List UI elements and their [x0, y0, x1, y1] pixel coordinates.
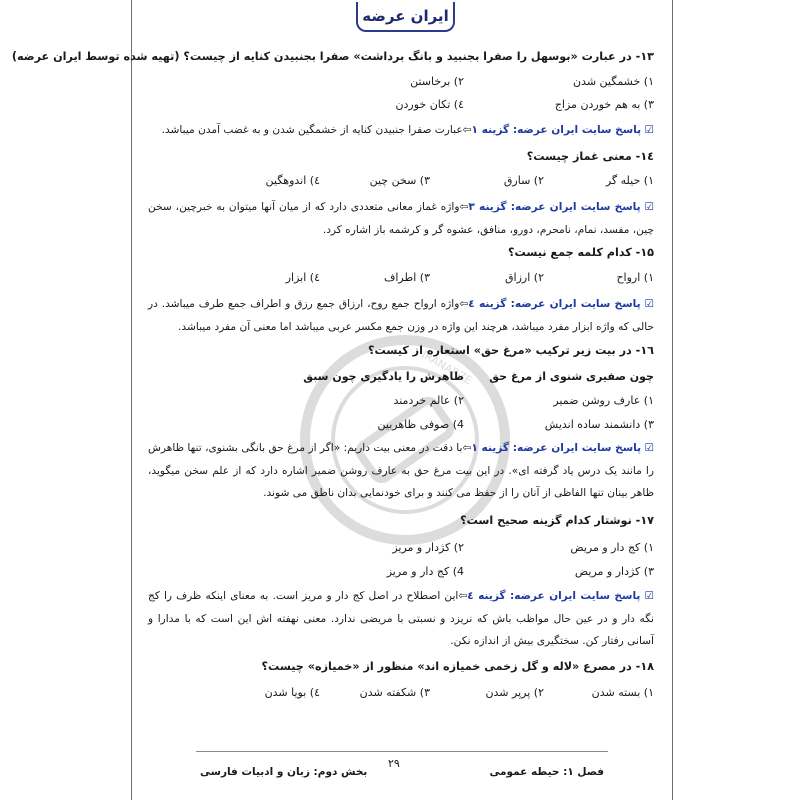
footer-section-title: بخش دوم: زبان و ادبیات فارسی — [200, 766, 368, 778]
q15-option-3: ۳) اطراف — [383, 271, 430, 284]
q14-option-3: ۳) سخن چین — [369, 174, 430, 187]
question-17: ۱۷- نوشتار کدام گزینه صحیح است؟ — [460, 514, 654, 527]
question-16: ۱٦- در بیت زیر ترکیب «مرغ حق» استعاره از کیست؟ — [368, 344, 654, 357]
q13-option-2: ۲) برخاستن — [410, 75, 464, 88]
q18-option-2: ۲) پرپر شدن — [485, 686, 544, 699]
page-number: ۲۹ — [388, 757, 400, 770]
q17-option-2: ۲) کژدار و مریز — [392, 541, 464, 554]
q16-answer-text: ⇦با دقت در معنی بیت داریم: «اگر از مرغ حق بانگی بشنوی، تنها ظاهرش را مانند یک درس یاد گرفته ای». در این بیت مرغ حق به عارف روشن ضمیر اشاره دارد که از علم سخن میگوید، ظاهر بینان تنها الفاظی از آنان را از حفظ می کنند و برای خودنمایی بدان ناطق می شوند. — [148, 442, 654, 499]
brand-logo — [356, 2, 455, 32]
question-15: ۱۵- کدام کلمه جمع نیست؟ — [508, 246, 654, 259]
q15-option-1: ۱) ارواح — [616, 271, 654, 284]
q18-option-1: ۱) بسته شدن — [591, 686, 654, 699]
q16-verse-second-hemistich: ظاهرش را یادگیری چون سبق — [303, 370, 464, 383]
q17-option-4: 4) کج دار و مریز — [386, 565, 464, 578]
checkbox-icon: ☑ — [644, 201, 654, 213]
q14-option-1: ۱) حیله گر — [605, 174, 654, 187]
q17-answer-label: پاسخ سایت ایران عرضه: گزینه ٤ — [467, 590, 641, 602]
checkbox-icon: ☑ — [644, 590, 654, 602]
page-border-right — [672, 0, 673, 800]
footer-divider — [196, 751, 608, 752]
watermark-text: IRANARZE — [419, 348, 475, 388]
q15-answer — [148, 293, 654, 338]
question-13: ۱۳- در عبارت «بوسهل را صفرا بجنبید و بانگ برداشت» صفرا بجنبیدن کنایه از چیست؟ (تهیه شده توسط ایران عرضه) — [11, 50, 654, 63]
q18-option-3: ۳) شکفته شدن — [359, 686, 430, 699]
q18-option-4: ٤) بویا شدن — [264, 686, 320, 699]
checkbox-icon: ☑ — [644, 298, 654, 310]
q13-answer-text: ⇦عبارت صفرا جنبیدن کنایه از خشمگین شدن و به غضب آمدن میباشد. — [161, 124, 472, 136]
q15-answer-label: پاسخ سایت ایران عرضه: گزینه ٤ — [468, 298, 641, 310]
q17-option-3: ۳) کژدار و مریض — [574, 565, 654, 578]
q13-answer — [148, 119, 654, 142]
checkbox-icon: ☑ — [644, 124, 654, 136]
q13-option-1: ۱) خشمگین شدن — [572, 75, 654, 88]
q15-option-2: ۲) ارزاق — [505, 271, 544, 284]
q14-option-4: ٤) اندوهگین — [265, 174, 320, 187]
q16-option-1: ۱) عارف روشن ضمیر — [553, 394, 654, 407]
checkbox-icon: ☑ — [644, 442, 654, 454]
q16-option-3: ۳) دانشمند ساده اندیش — [544, 418, 654, 431]
q14-answer-label: پاسخ سایت ایران عرضه: گزینه ۳ — [468, 201, 641, 213]
q16-option-2: ۲) عالم خردمند — [393, 394, 464, 407]
q14-answer-text: ⇦واژه غماز معانی متعددی دارد که از میان آنها میتوان به خبرچین، سخن چین، مفسد، نمام، نامحرم، دورو، منافق، عشوه گر و کرشمه باز اشاره کرد. — [148, 201, 654, 236]
brand-logo-text: ایران عرضه — [362, 7, 449, 25]
q16-answer-label: پاسخ سایت ایران عرضه: گزینه ۱ — [471, 442, 642, 454]
q17-answer-text: ⇦این اصطلاح در اصل کج دار و مریز است. به معنای اینکه ظرف را کج نگه دار و در عین حال مواظب باش که نریزد و نسبتی با مریضی ندارد. معنی نهفته اش این است که با مدارا و آسانی رفتار کن. سختگیری بیش از اندازه نکن. — [148, 590, 654, 647]
question-14: ۱٤- معنی غماز چیست؟ — [526, 150, 654, 163]
q15-option-4: ٤) ابزار — [285, 271, 320, 284]
q14-option-2: ۲) سارق — [503, 174, 544, 187]
page-border-left — [131, 0, 132, 800]
q16-answer — [148, 437, 654, 505]
question-18: ۱۸- در مصرع «لاله و گل زخمی خمیازه اند» منظور از «خمیازه» چیست؟ — [261, 660, 654, 673]
q17-answer — [148, 585, 654, 653]
footer-chapter-title: فصل ۱: حیطه عمومی — [489, 766, 604, 778]
q13-answer-label: پاسخ سایت ایران عرضه: گزینه ۱ — [471, 124, 642, 136]
q16-option-4: 4) صوفی ظاهربین — [377, 418, 464, 431]
q13-option-4: ٤) تکان خوردن — [395, 98, 464, 111]
q13-option-3: ۳) به هم خوردن مزاج — [554, 98, 654, 111]
q15-answer-text: ⇦واژه ارواح جمع روح، ارزاق جمع رزق و اطراف جمع طرف میباشد. در حالی که واژه ابزار مفرد میباشد، هرچند این واژه در وزن جمع مکسر عربی میباشد اما معنی آن مفرد میباشد. — [148, 298, 654, 333]
q16-verse-first-hemistich: چون صفیری شنوی از مرغ حق — [489, 370, 654, 383]
q17-option-1: ۱) کج دار و مریض — [570, 541, 654, 554]
q14-answer — [148, 196, 654, 241]
